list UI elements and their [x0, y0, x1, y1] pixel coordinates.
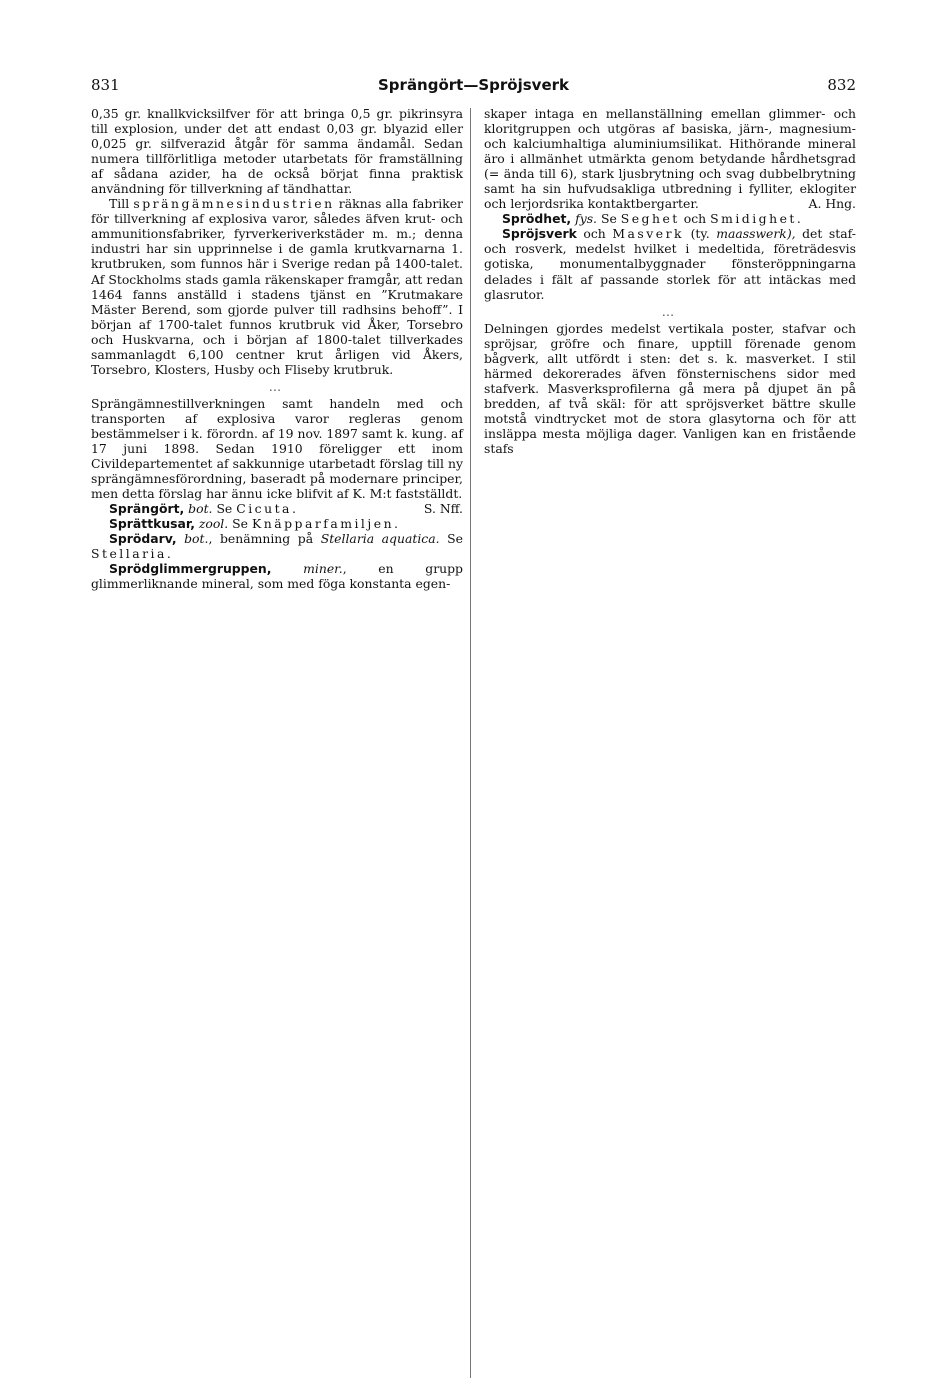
- paragraph-lead: Till: [109, 196, 130, 212]
- entry-headword: Sprödarv,: [109, 531, 177, 547]
- entry-text: det staf- och rosverk, medelst hvilket i medeltida, företrädesvis gotiska, monumentalbyggnader fönsteröppningarna delades i fält af passande storlek för att intäckas med glasrutor.: [484, 226, 856, 302]
- entry-text: Se: [447, 531, 463, 547]
- entry-text: Se: [216, 501, 233, 517]
- entry-sprojsverk: [484, 226, 856, 301]
- entry-field: miner.: [303, 561, 343, 577]
- entry-headword: Sprödglimmergruppen,: [109, 561, 272, 577]
- omission-marker: …: [268, 378, 286, 394]
- entry-text: och: [683, 211, 707, 227]
- entry-latin-name: Stellaria aquatica.: [320, 531, 440, 547]
- entry-text: , benämning på: [208, 531, 314, 547]
- entry-field: bot.: [188, 501, 213, 517]
- page-number-left: 831: [91, 76, 120, 94]
- entry-text: Se: [232, 516, 248, 532]
- paragraph-text: Sprängämnestillverkningen samt handeln med och transporten af explosiva varor regleras genom bestämmelser i k. förordn. af 19 nov. 1897 samt k. kung. af 17 juni 1898. Sedan 1910 föreligger ett inom Civildepartementet af sakkunnige utarbetadt förslag till ny sprängämnesförordning, baseradt på modernare principer, men detta förslag har ännu icke blifvit af K. M:t fastställdt.: [91, 395, 463, 502]
- entry-field: fys.: [575, 211, 597, 227]
- entry-text: (ty.: [690, 226, 710, 242]
- cross-reference: Seghet: [620, 211, 680, 227]
- running-title: Sprängört—Spröjsverk: [378, 76, 569, 94]
- cross-reference: Knäpparfamiljen.: [251, 516, 401, 532]
- entry-foreign-term: maasswerk),: [716, 226, 796, 242]
- entry-headword: Sprängört,: [109, 501, 185, 517]
- author-signature: S. Nff.: [423, 501, 463, 517]
- page-number-right: 832: [827, 76, 856, 94]
- entry-text: Se: [600, 211, 617, 227]
- entry-headword: Sprödhet,: [502, 211, 572, 227]
- term-highlight: sprängämnesindustrien: [133, 196, 335, 212]
- paragraph-continued: [484, 106, 856, 211]
- left-column: [91, 106, 463, 592]
- author-signature: A. Hng.: [808, 196, 856, 212]
- omission-marker: …: [661, 303, 679, 319]
- right-column: [484, 106, 856, 456]
- paragraph: 0,35 gr. knallkvicksilfver för att bringa 0,5 gr. pikrinsyra till explosion, under det att endast 0,03 gr. blyazid eller 0,025 gr. silfverazid åtgår för samma ändamål. Sedan numera tillförlitliga metoder utarbetats för framställning af sådana azider, ha de också börjat finna praktisk användning för tillverkning af tändhattar.: [91, 106, 463, 197]
- cross-reference: Stellaria.: [91, 546, 174, 562]
- entry-sprodhet: [484, 211, 856, 226]
- cross-reference: Cicuta.: [236, 501, 299, 517]
- entry-sprodglimmergruppen: [91, 561, 463, 591]
- entry-text: , en grupp glimmerliknande mineral, som med föga konstanta egen-: [91, 561, 463, 592]
- cross-reference: Masverk: [612, 226, 685, 242]
- page-header: [91, 76, 856, 100]
- entry-headword: Sprättkusar,: [109, 516, 195, 532]
- entry-field: zool.: [198, 516, 229, 532]
- column-divider: [470, 108, 471, 1378]
- cross-reference: Smidighet.: [710, 211, 804, 227]
- entry-headword: Spröjsverk: [502, 226, 577, 242]
- entry-sprangort: [91, 501, 463, 516]
- paragraph-industry: [91, 196, 463, 377]
- paragraph-text: skaper intaga en mellanställning emellan glimmer- och kloritgruppen och utgöras af basiska, järn-, magnesium- och kalciumhaltiga aluminiumsilikat. Hithörande mineral äro i allmänhet utmärkta genom betydande hårdhetsgrad (= ända till 6), stark ljusbrytning och svag dubbelbrytning samt ha sin hufvudsakliga utbredning i fylliter, eklogiter och lerjordsrika kontaktbergarter.: [484, 106, 856, 212]
- entry-sprattkusar: [91, 516, 463, 531]
- paragraph-tail: Delningen gjordes medelst vertikala poster, stafvar och spröjsar, gröfre och finare, upptill förenade genom bågverk, allt utfördt i sten: det s. k. masverket. I stil härmed dekorerades äfven fönsternischens sidor med stafverk. Masverksprofilerna gå mera på djupet än på bredden, af två skäl: för att spröjsverket bättre skulle motstå vindtrycket mot de stora glasytorna och för att insläppa mesta möjliga dager. Vanligen kan en fristående stafs: [484, 320, 856, 457]
- paragraph-text: räknas alla fabriker för tillverkning af explosiva varor, således äfven krut- och ammunitionsfabriker, fyrverkeriverkstäder m. m.; denna industri har sin upprinnelse i de gamla krutkvarnarna 1. krutbruken, som funnos här i Sverige redan på 1400-talet. Af Stockholms stads gamla räkenskaper framgår, att redan 1464 fanns anställd i stadens tjänst en ”Krutmakare Mäster Berend, som gjorde pulver till radhsins behoff”. I början af 1700-talet funnos krutbruk vid Åker, Torsebro och Huskvarna, och i början af 1800-talet tillverkades sammanlagdt 6,100 centner krut årligen vid Åkers, Torsebro, Klosters, Husby och Fliseby krutbruk.: [91, 196, 463, 377]
- entry-text: och: [583, 226, 606, 242]
- entry-sprodarv: [91, 531, 463, 561]
- entry-field: bot.: [184, 531, 209, 547]
